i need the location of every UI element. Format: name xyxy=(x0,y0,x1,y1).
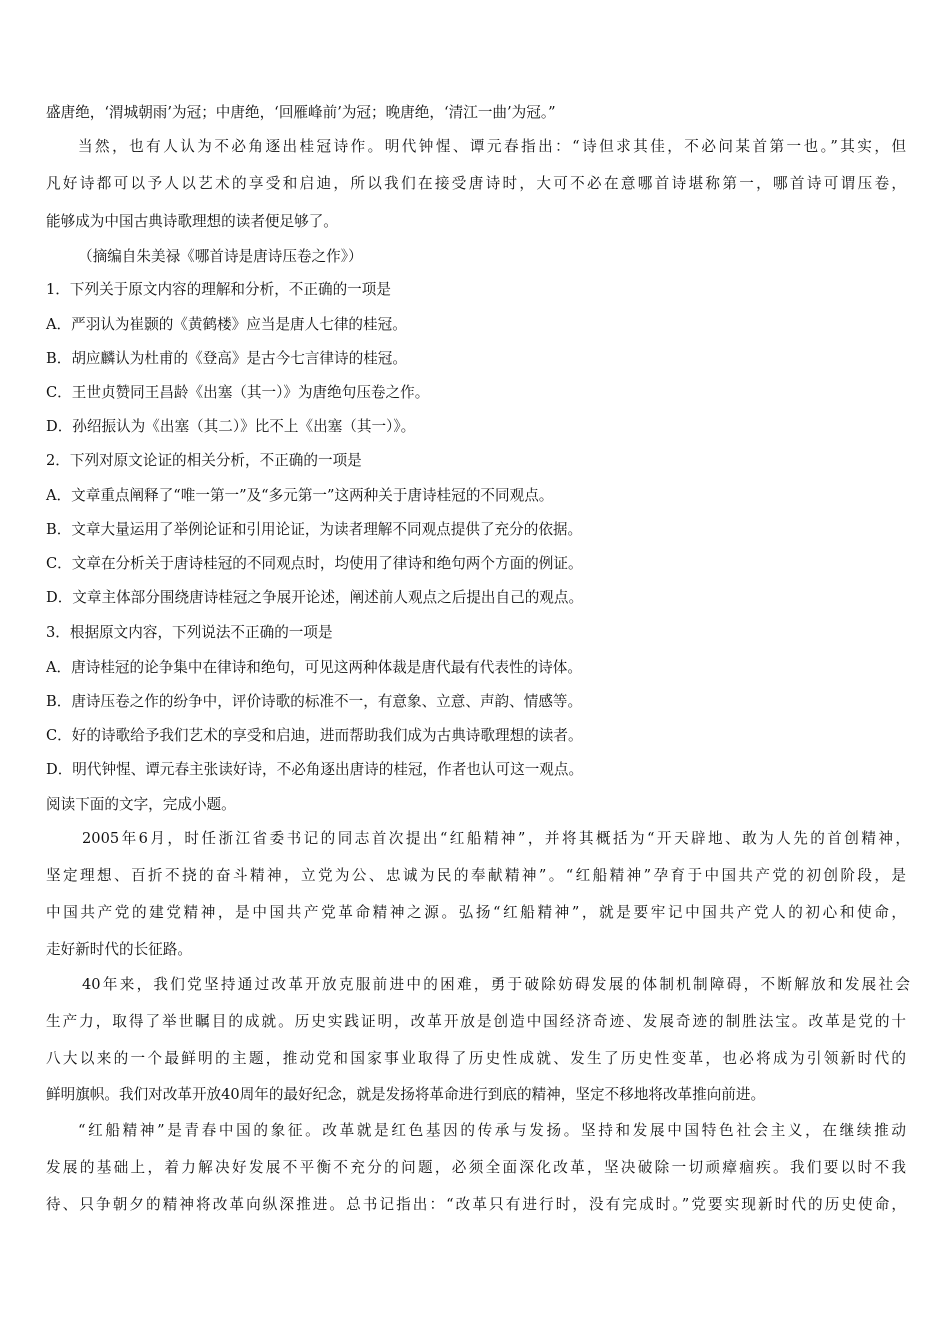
question-2-option-d: D．文章主体部分围绕唐诗桂冠之争展开论述，阐述前人观点之后提出自己的观点。 xyxy=(46,589,584,606)
passage1-source: （摘编自朱美禄《哪首诗是唐诗压卷之作》） xyxy=(78,248,363,265)
passage2-paragraph-line: “红船精神”是青春中国的象征。改革就是红色基因的传承与发扬。坚持和发展中国特色社会主义，在继续推动 xyxy=(78,1122,906,1139)
question-2-option-c: C．文章在分析关于唐诗桂冠的不同观点时，均使用了律诗和绝句两个方面的例证。 xyxy=(46,555,583,572)
question-2-option-a: A．文章重点阐释了“唯一第一”及“多元第一”这两种关于唐诗桂冠的不同观点。 xyxy=(46,487,554,504)
passage1-paragraph-line: 当然，也有人认为不必角逐出桂冠诗作。明代钟惺、谭元春指出：“诗但求其佳，不必问某首第一也。”其实，但 xyxy=(78,138,906,155)
passage2-paragraph-line: 生产力，取得了举世瞩目的成就。历史实践证明，改革开放是创造中国经济奇迹、发展奇迹的制胜法宝。改革是党的十 xyxy=(46,1013,906,1030)
question-3-option-b: B．唐诗压卷之作的纷争中，评价诗歌的标准不一，有意象、立意、声韵、情感等。 xyxy=(46,693,583,710)
passage2-paragraph-line: 中国共产党的建党精神，是中国共产党革命精神之源。弘扬“红船精神”，就是要牢记中国共产党人的初心和使命， xyxy=(46,904,906,921)
question-3-option-d: D．明代钟惺、谭元春主张读好诗，不必角逐出唐诗的桂冠，作者也认可这一观点。 xyxy=(46,761,584,778)
question-1-option-b: B．胡应麟认为杜甫的《登高》是古今七言律诗的桂冠。 xyxy=(46,350,407,367)
question-3-option-c: C．好的诗歌给予我们艺术的享受和启迪，进而帮助我们成为古典诗歌理想的读者。 xyxy=(46,727,583,744)
passage1-paragraph-line: 能够成为中国古典诗歌理想的读者便足够了。 xyxy=(46,213,338,230)
passage2-paragraph-line: 40年来，我们党坚持通过改革开放克服前进中的困难，勇于破除妨碍发展的体制机制障碍，不断解放和发展社会 xyxy=(82,976,910,993)
passage2-paragraph-line: 鲜明旗帜。我们对改革开放40周年的最好纪念，就是发扬将革命进行到底的精神，坚定不移地将改革推向前进。 xyxy=(46,1086,766,1103)
question-3-option-a: A．唐诗桂冠的论争集中在律诗和绝句，可见这两种体裁是唐代最有代表性的诗体。 xyxy=(46,659,582,676)
reading-instruction: 阅读下面的文字，完成小题。 xyxy=(46,796,236,813)
passage1-line: 盛唐绝，‘渭城朝雨’为冠；中唐绝，‘回雁峰前’为冠；晚唐绝，‘清江一曲’为冠。” xyxy=(46,104,556,121)
passage2-paragraph-line: 2005年6月，时任浙江省委书记的同志首次提出“红船精神”，并将其概括为“开天辟地、敢为人先的首创精神， xyxy=(82,830,910,847)
question-1-option-d: D．孙绍振认为《出塞（其二）》比不上《出塞（其一）》。 xyxy=(46,418,416,435)
question-1-option-c: C．王世贞赞同王昌龄《出塞（其一）》为唐绝句压卷之作。 xyxy=(46,384,430,401)
passage1-paragraph-line: 凡好诗都可以予人以艺术的享受和启迪，所以我们在接受唐诗时，大可不必在意哪首诗堪称第一，哪首诗可谓压卷， xyxy=(46,175,906,192)
question-2-stem: 2．下列对原文论证的相关分析，不正确的一项是 xyxy=(46,452,362,469)
passage2-paragraph-line: 待、只争朝夕的精神将改革向纵深推进。总书记指出：“改革只有进行时，没有完成时。”党要实现新时代的历史使命， xyxy=(46,1196,906,1213)
passage2-paragraph-line: 八大以来的一个最鲜明的主题，推动党和国家事业取得了历史性成就、发生了历史性变革，也必将成为引领新时代的 xyxy=(46,1050,906,1067)
question-3-stem: 3．根据原文内容，下列说法不正确的一项是 xyxy=(46,624,333,641)
passage2-paragraph-line: 坚定理想、百折不挠的奋斗精神，立党为公、忠诚为民的奉献精神”。“红船精神”孕育于中国共产党的初创阶段，是 xyxy=(46,867,906,884)
passage2-paragraph-line: 发展的基础上，着力解决好发展不平衡不充分的问题，必须全面深化改革，坚决破除一切顽瘴痼疾。我们要以时不我 xyxy=(46,1159,906,1176)
question-1-stem: 1．下列关于原文内容的理解和分析，不正确的一项是 xyxy=(46,281,391,298)
passage2-paragraph-line: 走好新时代的长征路。 xyxy=(46,941,192,958)
question-1-option-a: A．严羽认为崔颢的《黄鹤楼》应当是唐人七律的桂冠。 xyxy=(46,316,407,333)
question-2-option-b: B．文章大量运用了举例论证和引用论证，为读者理解不同观点提供了充分的依据。 xyxy=(46,521,583,538)
